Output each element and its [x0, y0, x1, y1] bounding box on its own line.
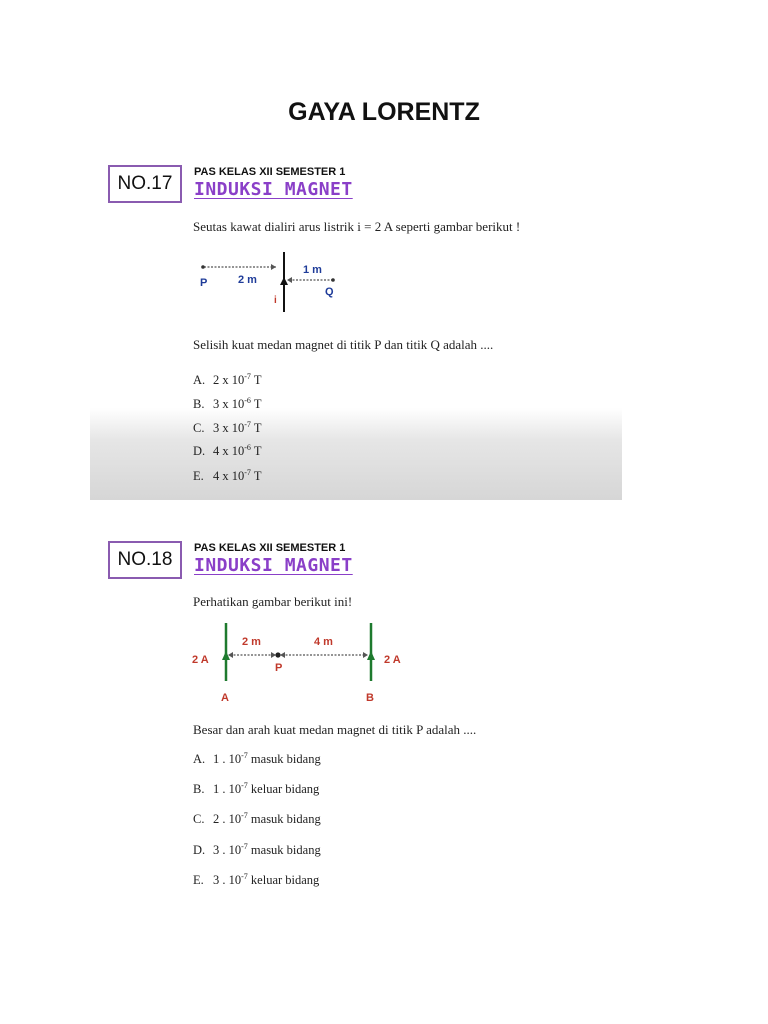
- topic-title: INDUKSI MAGNET: [194, 179, 353, 200]
- question-17: [90, 160, 622, 500]
- option-c: C. 2 . $10^{-7}$ masuk bidang: [193, 811, 321, 827]
- current-label-b: 2 A: [384, 654, 401, 666]
- distance-arrow-2m: [228, 652, 276, 658]
- point-p-dot: [275, 652, 280, 657]
- point-p-label: P: [200, 277, 208, 289]
- distance-label-right: 4 m: [314, 636, 333, 648]
- two-wire-diagram-18: [190, 623, 420, 713]
- wire-diagram-17: [194, 252, 374, 312]
- option-e: E. 3 . $10^{-7}$ keluar bidang: [193, 872, 320, 888]
- question-prompt: Seutas kawat dialiri arus listrik i = 2 A seperti gambar berikut !: [193, 219, 521, 234]
- distance-arrow-1m: [287, 277, 335, 283]
- question-text: Selisih kuat medan magnet di titik P dan titik Q adalah ....: [193, 337, 494, 352]
- question-number-box: NO.18: [108, 541, 182, 579]
- question-18: [90, 535, 622, 895]
- distance-arrow-2m: [201, 264, 276, 270]
- distance-arrow-4m: [280, 652, 368, 658]
- current-arrow-b: [367, 651, 375, 660]
- option-b: B. 1 . $10^{-7}$ keluar bidang: [193, 781, 320, 797]
- point-q-label: Q: [325, 286, 334, 298]
- point-p-label: P: [275, 662, 283, 674]
- current-arrow-a: [222, 651, 230, 660]
- current-label: i: [274, 295, 277, 306]
- distance-label-left: 2 m: [238, 274, 257, 286]
- option-a: A. 1 . $10^{-7}$ masuk bidang: [193, 751, 321, 767]
- scan-shading: [90, 408, 622, 500]
- question-number-box: NO.17: [108, 165, 182, 203]
- option-d: D. 3 . $10^{-7}$ masuk bidang: [193, 842, 321, 858]
- option-e: E. 4 x $10^{-7}$ T: [193, 468, 262, 484]
- option-b: B. 3 x $10^{-6}$ T: [193, 396, 262, 412]
- exam-label: PAS KELAS XII SEMESTER 1: [194, 166, 346, 178]
- option-c: C. 3 x $10^{-7}$ T: [193, 420, 262, 436]
- current-arrow: [280, 277, 288, 285]
- option-a: A. 2 x $10^{-7}$ T: [193, 372, 262, 388]
- question-text: Besar dan arah kuat medan magnet di titik P adalah ....: [193, 722, 477, 737]
- exam-label: PAS KELAS XII SEMESTER 1: [194, 542, 346, 554]
- current-label-a: 2 A: [192, 654, 209, 666]
- topic-title: INDUKSI MAGNET: [194, 555, 353, 576]
- page-title: GAYA LORENTZ: [288, 98, 480, 126]
- wire-a-label: A: [221, 692, 229, 704]
- wire-b-label: B: [366, 692, 374, 704]
- distance-label-right: 1 m: [303, 264, 322, 276]
- question-prompt: Perhatikan gambar berikut ini!: [193, 594, 353, 609]
- distance-label-left: 2 m: [242, 636, 261, 648]
- option-d: D. 4 x $10^{-6}$ T: [193, 443, 262, 459]
